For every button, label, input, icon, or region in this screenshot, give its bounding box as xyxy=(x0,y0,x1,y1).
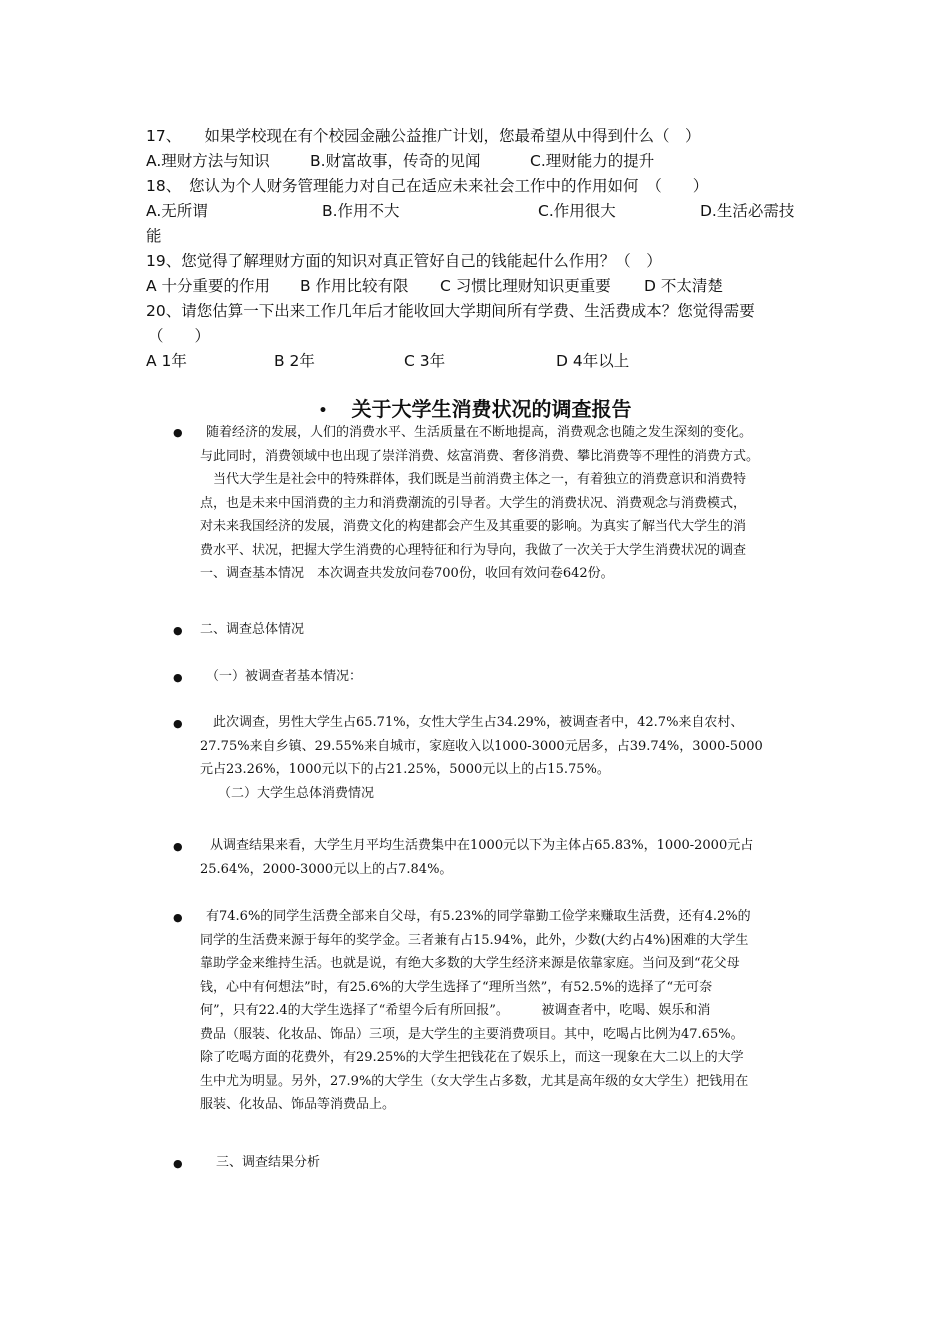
bullet-icon: ● xyxy=(173,671,183,684)
q20-option-c: C 3年 xyxy=(404,352,446,370)
source-line: 生中尤为明显。另外，27.9%的大学生（女大学生占多数，尤其是高年级的女大学生）把钱用在 xyxy=(200,1073,749,1089)
bullet-icon: ● xyxy=(173,426,183,439)
bullet-icon: ● xyxy=(173,911,183,924)
question-20: 20、请您估算一下出来工作几年后才能收回大学期间所有学费、生活费成本？您觉得需要 xyxy=(146,302,755,320)
overall-line: 从调查结果来看，大学生月平均生活费集中在1000元以下为主体占65.83%，1000-2000元占 xyxy=(210,838,754,853)
subsection-2-heading: （二）大学生总体消费情况 xyxy=(218,785,375,801)
overall-line: 25.64%，2000-3000元以上的占7.84%。 xyxy=(200,861,453,877)
q20-option-d: D 4年以上 xyxy=(556,352,630,370)
intro-line: 费水平、状况，把握大学生消费的心理特征和行为导向，我做了一次关于大学生消费状况的调查 xyxy=(200,542,747,558)
q18-option-d-wrap: 能 xyxy=(146,227,162,245)
q17-option-b: B.财富故事，传奇的见闻 xyxy=(310,152,481,170)
bullet-icon: • xyxy=(318,402,328,419)
q20-option-b: B 2年 xyxy=(274,352,315,370)
source-line: 同学的生活费来源于每年的奖学金。三者兼有占15.94%，此外，少数(大约占4%)困难的大学生 xyxy=(200,932,749,948)
q18-option-a: A.无所谓 xyxy=(146,202,208,220)
source-line: 服装、化妆品、饰品等消费品上。 xyxy=(200,1097,396,1112)
income-source-paragraph xyxy=(200,905,820,1117)
question-19: 19、您觉得了解理财方面的知识对真正管好自己的钱能起什么作用？（ ） xyxy=(146,252,662,270)
section-2-heading: 二、调查总体情况 xyxy=(200,622,305,637)
bullet-icon: ● xyxy=(173,717,183,730)
source-line: 除了吃喝方面的花费外，有29.25%的大学生把钱花在了娱乐上，而这一现象在大二以上的大学 xyxy=(200,1050,744,1065)
source-line: 靠助学金来维持生活。也就是说，有绝大多数的大学生经济来源是依靠家庭。当问及到“花父母 xyxy=(200,956,740,971)
report-title: • 关于大学生消费状况的调查报告 xyxy=(318,397,632,421)
basic-line: 27.75%来自乡镇、29.55%来自城市，家庭收入以1000-3000元居多，占39.74%，3000-5000 xyxy=(200,738,763,754)
intro-line: 随着经济的发展，人们的消费水平、生活质量在不断地提高，消费观念也随之发生深刻的变化。 xyxy=(206,425,753,440)
subsection-1-heading: （一）被调查者基本情况： xyxy=(206,669,363,684)
q19-option-a: A 十分重要的作用 xyxy=(146,277,271,295)
q19-option-b: B 作用比较有限 xyxy=(300,277,409,295)
intro-paragraph xyxy=(200,421,820,586)
q18-option-c: C.作用很大 xyxy=(538,202,616,220)
section-3-heading: 三、调查结果分析 xyxy=(216,1155,321,1170)
source-line: 钱，心中有何想法”时，有25.6%的大学生选择了“理所当然”，有52.5%的选择了“无可奈 xyxy=(200,979,713,995)
q17-option-a: A.理财方法与知识 xyxy=(146,152,270,170)
q20-answer-blank: （ ） xyxy=(148,327,211,345)
intro-line: 当代大学生是社会中的特殊群体，我们既是当前消费主体之一，有着独立的消费意识和消费特 xyxy=(200,472,747,487)
intro-line: 一、调查基本情况 本次调查共发放问卷700份，收回有效问卷642份。 xyxy=(200,566,614,581)
source-line: 费品（服装、化妆品、饰品）三项，是大学生的主要消费项目。其中，吃喝占比例为47.65%。 xyxy=(200,1026,744,1042)
intro-line: 对未来我国经济的发展，消费文化的构建都会产生及其重要的影响。为真实了解当代大学生的消 xyxy=(200,519,747,534)
source-line: 何”，只有22.4的大学生选择了“希望今后有所回报”。 被调查者中，吃喝、娱乐和消 xyxy=(200,1003,711,1018)
source-line: 有74.6%的同学生活费全部来自父母，有5.23%的同学靠勤工俭学来赚取生活费，还有4.2%的 xyxy=(206,909,751,924)
basic-line: 此次调查，男性大学生占65.71%，女性大学生占34.29%，被调查者中，42.7%来自农村、 xyxy=(200,715,744,730)
basic-line: 元占23.26%，1000元以下的占21.25%，5000元以上的占15.75%。 xyxy=(200,762,610,777)
intro-line: 与此同时，消费领域中也出现了崇洋消费、炫富消费、奢侈消费、攀比消费等不理性的消费方式。 xyxy=(200,448,760,464)
bullet-icon: ● xyxy=(173,624,183,637)
intro-line: 点，也是未来中国消费的主力和消费潮流的引导者。大学生的消费状况、消费观念与消费模式， xyxy=(200,495,747,511)
question-18: 18、 您认为个人财务管理能力对自己在适应未来社会工作中的作用如何 （ ） xyxy=(146,177,709,195)
overall-consumption-paragraph xyxy=(200,834,820,881)
q20-option-a: A 1年 xyxy=(146,352,187,370)
q18-option-b: B.作用不大 xyxy=(322,202,400,220)
bullet-icon: ● xyxy=(173,840,183,853)
q19-option-d: D 不太清楚 xyxy=(644,277,723,295)
q17-option-c: C.理财能力的提升 xyxy=(530,152,655,170)
question-17: 17、 如果学校现在有个校园金融公益推广计划，您最希望从中得到什么（ ） xyxy=(146,127,701,145)
bullet-icon: ● xyxy=(173,1157,183,1170)
basic-situation-paragraph xyxy=(200,711,820,805)
q19-option-c: C 习惯比理财知识更重要 xyxy=(440,277,611,295)
q18-option-d: D.生活必需技 xyxy=(700,202,795,220)
